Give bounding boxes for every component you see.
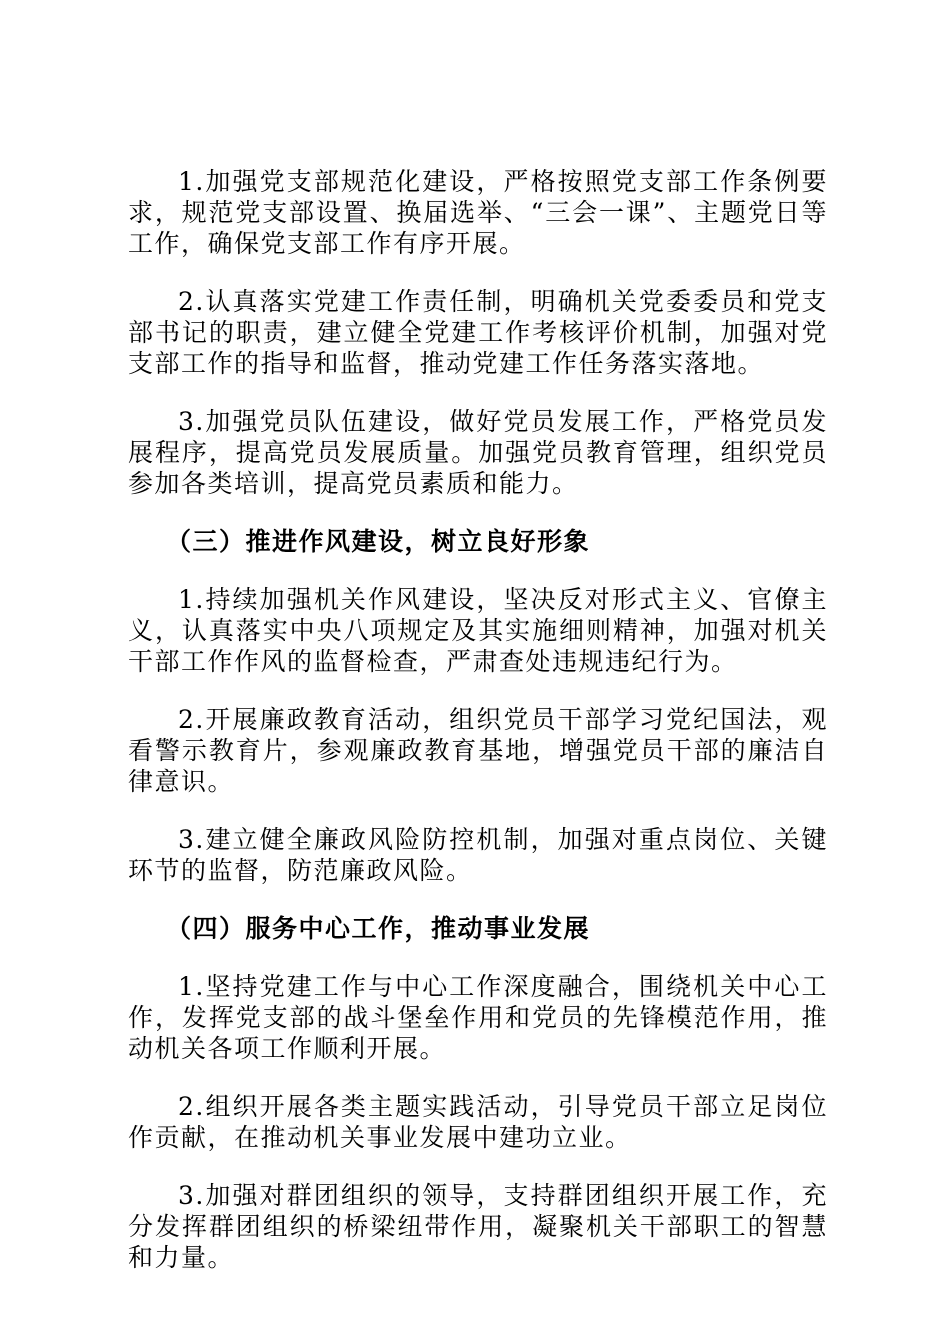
paragraph-2-1: 1.加强党支部规范化建设，严格按照党支部工作条例要求，规范党支部设置、换届选举、“三会一课”、主题党日等工作，确保党支部工作有序开展。 [128, 167, 828, 258]
section-heading-4: （四）服务中心工作，推动事业发展 [166, 914, 591, 943]
paragraph-3-1: 1.持续加强机关作风建设，坚决反对形式主义、官僚主义，认真落实中央八项规定及其实施细则精神，加强对机关干部工作作风的监督检查，严肃查处违规违纪行为。 [128, 585, 828, 676]
paragraph-3-2: 2.开展廉政教育活动，组织党员干部学习党纪国法，观看警示教育片，参观廉政教育基地，增强党员干部的廉洁自律意识。 [128, 705, 828, 796]
paragraph-4-3: 3.加强对群团组织的领导，支持群团组织开展工作，充分发挥群团组织的桥梁纽带作用，凝聚机关干部职工的智慧和力量。 [128, 1181, 828, 1272]
paragraph-2-2: 2.认真落实党建工作责任制，明确机关党委委员和党支部书记的职责，建立健全党建工作考核评价机制，加强对党支部工作的指导和监督，推动党建工作任务落实落地。 [128, 287, 828, 378]
section-heading-3: （三）推进作风建设，树立良好形象 [166, 527, 591, 556]
paragraph-4-1: 1.坚持党建工作与中心工作深度融合，围绕机关中心工作，发挥党支部的战斗堡垒作用和党员的先锋模范作用，推动机关各项工作顺利开展。 [128, 972, 828, 1063]
paragraph-4-2: 2.组织开展各类主题实践活动，引导党员干部立足岗位作贡献，在推动机关事业发展中建功立业。 [128, 1092, 828, 1152]
paragraph-3-3: 3.建立健全廉政风险防控机制，加强对重点岗位、关键环节的监督，防范廉政风险。 [128, 825, 828, 885]
document-body [128, 166, 828, 1300]
paragraph-2-3: 3.加强党员队伍建设，做好党员发展工作，严格党员发展程序，提高党员发展质量。加强党员教育管理，组织党员参加各类培训，提高党员素质和能力。 [128, 407, 828, 498]
